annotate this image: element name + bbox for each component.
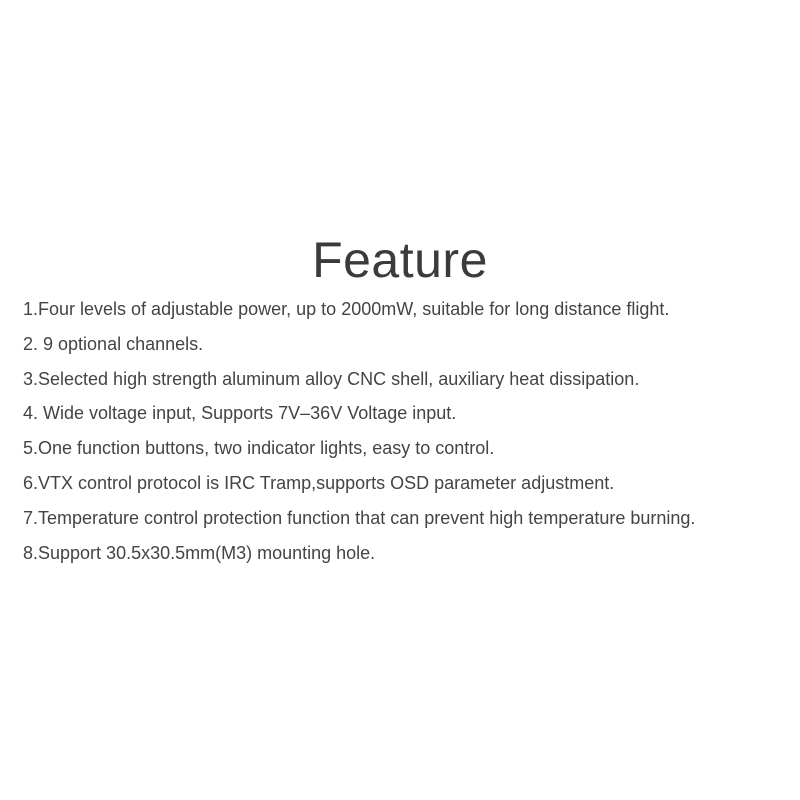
feature-list xyxy=(23,292,763,570)
feature-item-6: 6.VTX control protocol is IRC Tramp,supports OSD parameter adjustment. xyxy=(23,472,615,493)
feature-item-5: 5.One function buttons, two indicator lights, easy to control. xyxy=(23,438,495,459)
feature-item-7: 7.Temperature control protection function that can prevent high temperature burning. xyxy=(23,507,696,528)
feature-item-2: 2. 9 optional channels. xyxy=(23,333,204,354)
feature-item-1: 1.Four levels of adjustable power, up to 2000mW, suitable for long distance flight. xyxy=(23,299,670,319)
feature-item-8: 8.Support 30.5x30.5mm(M3) mounting hole. xyxy=(23,542,376,563)
feature-item-3: 3.Selected high strength aluminum alloy CNC shell, auxiliary heat dissipation. xyxy=(23,368,640,389)
page-title: Feature xyxy=(312,231,488,288)
feature-item-4: 4. Wide voltage input, Supports 7V–36V Voltage input. xyxy=(23,403,457,424)
